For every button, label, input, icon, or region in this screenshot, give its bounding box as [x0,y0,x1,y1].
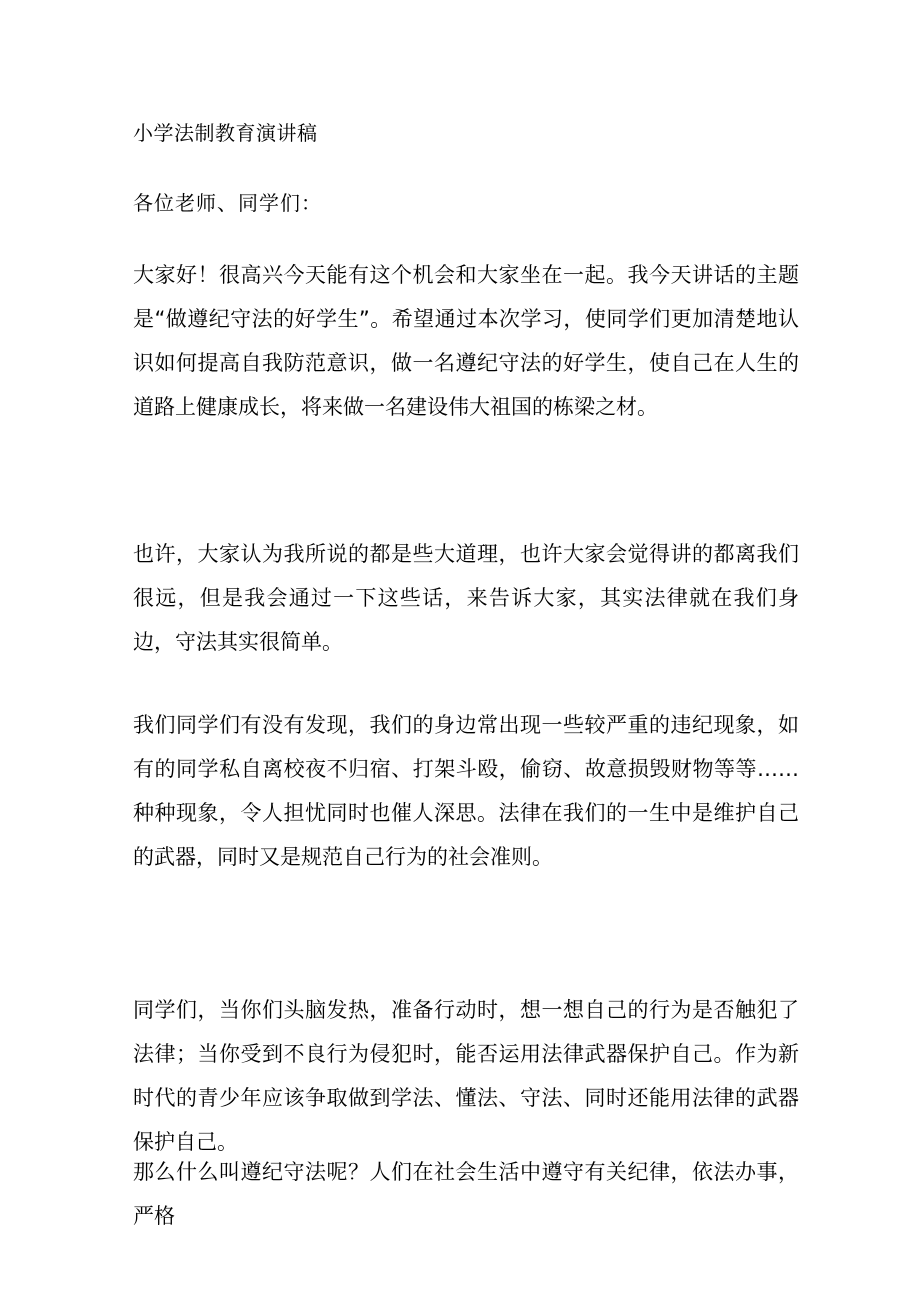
paragraph-4: 同学们，当你们头脑发热，准备行动时，想一想自己的行为是否触犯了法律；当你受到不良行为侵犯时，能否运用法律武器保护自己。作为新时代的青少年应该争取做到学法、懂法、守法、同时还能用法律的武器保护自己。 [133,998,799,1154]
greeting-line: 各位老师、同学们： [133,191,322,215]
paragraph-3: 我们同学们有没有发现，我们的身边常出现一些较严重的违纪现象，如有的同学私自离校夜不归宿、打架斗殴，偷窃、故意损毁财物等等……种种现象，令人担忧同时也催人深思。法律在我们的一生中是维护自己的武器，同时又是规范自己行为的社会准则。 [133,713,799,869]
document-title: 小学法制教育演讲稿 [133,121,318,145]
paragraph-5: 那么什么叫遵纪守法呢？人们在社会生活中遵守有关纪律，依法办事，严格 [133,1160,799,1228]
paragraph-2: 也许，大家认为我所说的都是些大道理，也许大家会觉得讲的都离我们很远，但是我会通过一下这些话，来告诉大家，其实法律就在我们身边，守法其实很简单。 [133,542,799,654]
paragraph-1: 大家好！很高兴今天能有这个机会和大家坐在一起。我今天讲话的主题是“做遵纪守法的好学生”。希望通过本次学习，使同学们更加清楚地认识如何提高自我防范意识，做一名遵纪守法的好学生，使自己在人生的道路上健康成长，将来做一名建设伟大祖国的栋梁之材。 [133,263,799,419]
